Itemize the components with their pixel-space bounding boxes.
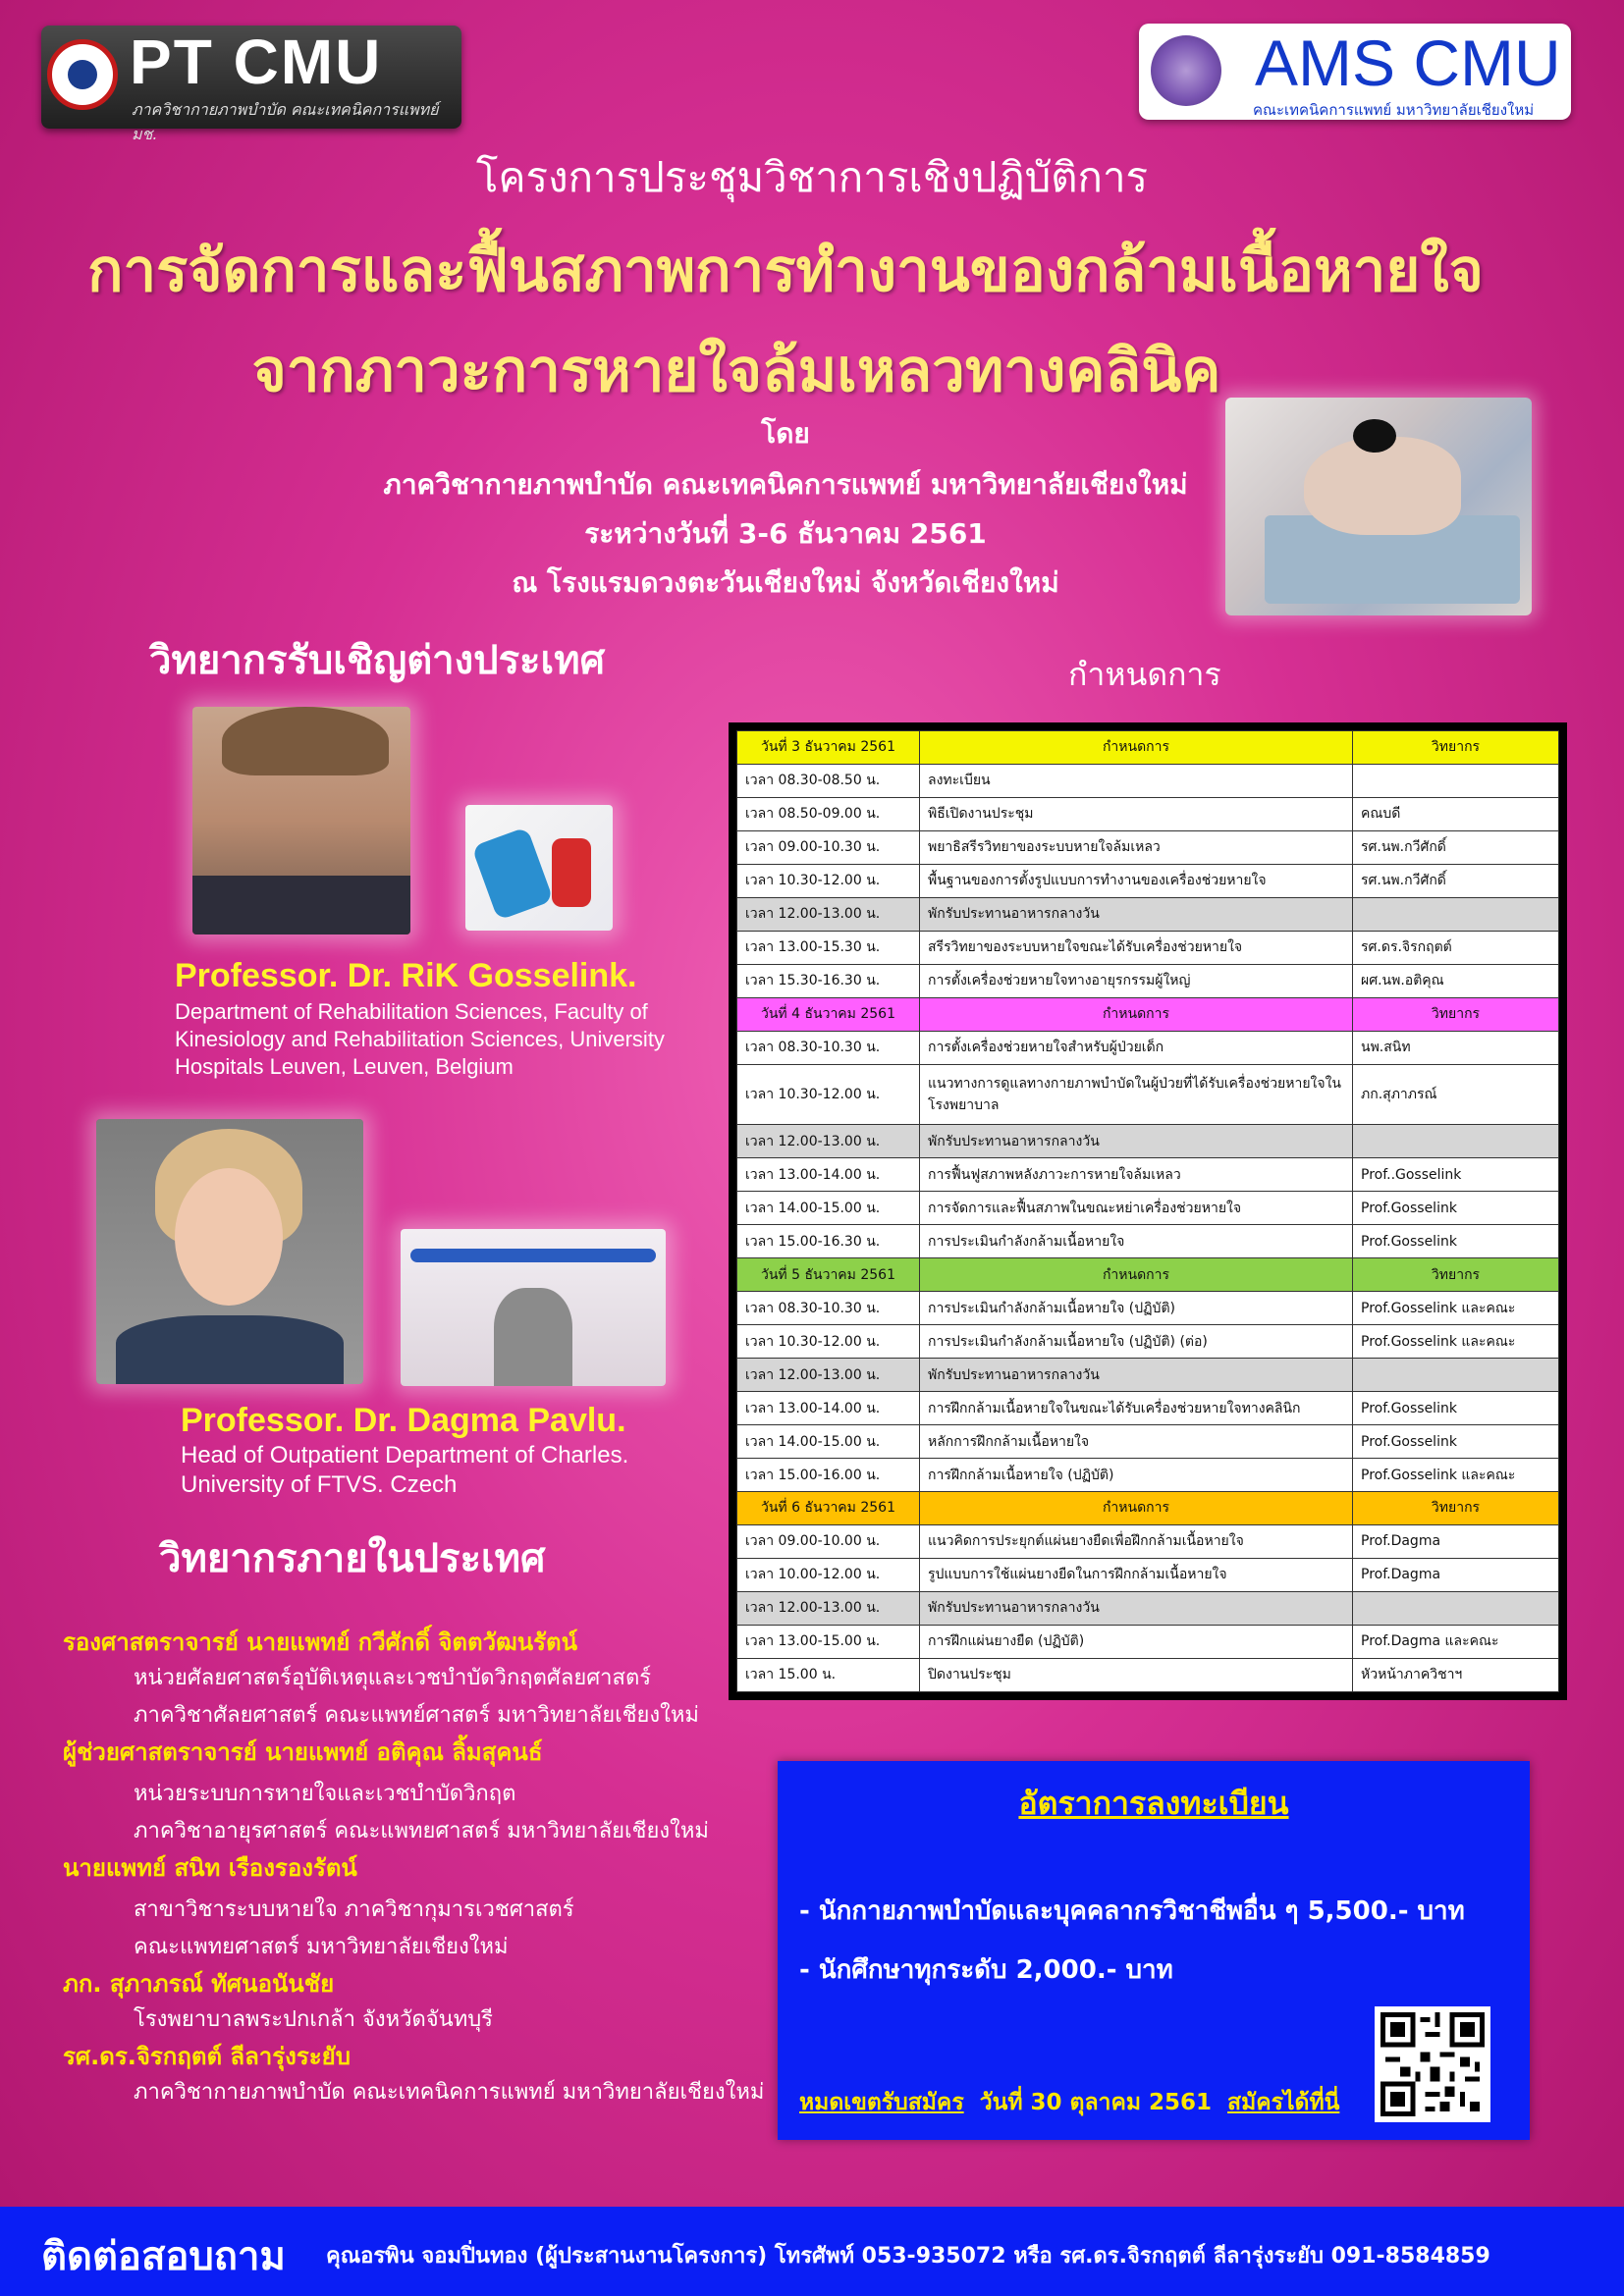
schedule-speaker: นพ.สนิท [1353,1031,1559,1064]
schedule-day-header [737,997,1559,1031]
schedule-col-speaker: วิทยากร [1353,1492,1559,1525]
pt-cmu-logo [41,26,461,143]
schedule-row [737,864,1559,897]
elastic-band-exercise-photo [401,1229,666,1386]
schedule-row [737,1524,1559,1558]
pavlu-photo [96,1119,363,1384]
schedule-time: เวลา 15.00-16.00 น. [737,1459,920,1492]
deadline-date: วันที่ 30 ตุลาคม 2561 [979,2090,1213,2115]
schedule-topic: ปิดงานประชุม [920,1658,1353,1691]
schedule-row [737,931,1559,964]
schedule-speaker: Prof.Gosselink [1353,1225,1559,1258]
schedule-topic: หลักการฝึกกล้ามเนื้อหายใจ [920,1425,1353,1459]
speaker-name-gosselink: Professor. Dr. RiK Gosselink. [175,957,637,994]
schedule-speaker [1353,764,1559,797]
schedule-row [737,1325,1559,1359]
local-speaker-affiliation: หน่วยศัลยศาสตร์อุบัติเหตุและเวชบำบัดวิกฤตศัลยศาสตร์ [134,1666,652,1690]
schedule-topic: พักรับประทานอาหารกลางวัน [920,1359,1353,1392]
deadline-label: หมดเขตรับสมัคร [799,2090,964,2115]
fee-professional: - นักกายภาพบำบัดและบุคคลากรวิชาชีพอื่น ๆ 5,500.- บาท [799,1896,1465,1926]
schedule-speaker: ภก.สุภาภรณ์ [1353,1064,1559,1125]
schedule-row [737,1292,1559,1325]
schedule-time: เวลา 12.00-13.00 น. [737,1125,920,1158]
schedule-time: เวลา 10.00-12.00 น. [737,1558,920,1591]
local-speaker-affiliation: ภาควิชาศัลยศาสตร์ คณะแพทย์ศาสตร์ มหาวิทยาลัยเชียงใหม่ [134,1703,699,1728]
schedule-topic: พื้นฐานของการตั้งรูปแบบการทำงานของเครื่องช่วยหายใจ [920,864,1353,897]
schedule-day-label: วันที่ 6 ธันวาคม 2561 [737,1492,920,1525]
schedule-row [737,1558,1559,1591]
local-speaker-affiliation: ภาควิชาอายุรศาสตร์ คณะแพทยศาสตร์ มหาวิทยาลัยเชียงใหม่ [134,1819,709,1843]
local-speaker-name: รศ.ดร.จิรกฤตต์ ลีลารุ่งระยับ [63,2043,351,2070]
local-speaker-name: นายแพทย์ สนิท เรืองรองรัตน์ [63,1854,357,1882]
local-speakers-list [63,1625,770,2111]
schedule-time: เวลา 08.30-08.50 น. [737,764,920,797]
schedule-col-speaker: วิทยากร [1353,1258,1559,1292]
schedule-table [736,730,1559,1692]
schedule-time: เวลา 08.30-10.30 น. [737,1292,920,1325]
schedule-topic: พักรับประทานอาหารกลางวัน [920,1591,1353,1625]
project-type: โครงการประชุมวิชาการเชิงปฏิบัติการ [475,153,1149,201]
schedule-speaker: Prof.Gosselink [1353,1392,1559,1425]
local-speaker-name: ผู้ช่วยศาสตราจารย์ นายแพทย์ อติคุณ ลิ้มสุคนธ์ [63,1738,543,1766]
schedule-topic: การฝึกแผ่นยางยืด (ปฏิบัติ) [920,1625,1353,1658]
schedule-col-agenda: กำหนดการ [920,731,1353,765]
schedule-speaker: หัวหน้าภาควิชาฯ [1353,1658,1559,1691]
schedule-row [737,1392,1559,1425]
schedule-topic: แนวทางการดูแลทางกายภาพบำบัดในผู้ป่วยที่ได้รับเครื่องช่วยหายใจใน โรงพยาบาล [920,1064,1353,1125]
schedule-time: เวลา 12.00-13.00 น. [737,897,920,931]
schedule-col-agenda: กำหนดการ [920,1258,1353,1292]
schedule-speaker [1353,1125,1559,1158]
schedule-time: เวลา 15.30-16.30 น. [737,964,920,997]
local-speaker-name: รองศาสตราจารย์ นายแพทย์ กวีศักดิ์ จิตตวัฒนรัตน์ [63,1629,578,1656]
main-title-line2: จากภาวะการหายใจล้มเหลวทางคลินิค [251,337,1221,405]
schedule-row [737,797,1559,830]
schedule-time: เวลา 13.00-14.00 น. [737,1158,920,1192]
schedule-time: เวลา 10.30-12.00 น. [737,1325,920,1359]
schedule-topic: การจัดการและฟื้นสภาพในขณะหย่าเครื่องช่วยหายใจ [920,1192,1353,1225]
schedule-topic: การฟื้นฟูสภาพหลังภาวะการหายใจล้มเหลว [920,1158,1353,1192]
schedule-topic: การตั้งเครื่องช่วยหายใจสำหรับผู้ป่วยเด็ก [920,1031,1353,1064]
schedule-day-label: วันที่ 3 ธันวาคม 2561 [737,731,920,765]
schedule-speaker: คณบดี [1353,797,1559,830]
schedule-row [737,1192,1559,1225]
schedule-time: เวลา 13.00-14.00 น. [737,1392,920,1425]
schedule-row [737,1658,1559,1691]
schedule-row [737,1031,1559,1064]
schedule-col-agenda: กำหนดการ [920,1492,1353,1525]
schedule-time: เวลา 10.30-12.00 น. [737,864,920,897]
speaker-name-pavlu: Professor. Dr. Dagma Pavlu. [181,1402,626,1439]
schedule-speaker: Prof.Gosselink และคณะ [1353,1459,1559,1492]
main-title-line1: การจัดการและฟื้นสภาพการทำงานของกล้ามเนื้อหายใจ [87,237,1484,305]
local-speaker-affiliation: โรงพยาบาลพระปกเกล้า จังหวัดจันทบุรี [134,2007,493,2032]
schedule-topic: การประเมินกำลังกล้ามเนื้อหายใจ (ปฏิบัติ) (ต่อ) [920,1325,1353,1359]
schedule-row [737,764,1559,797]
schedule-topic: ลงทะเบียน [920,764,1353,797]
local-speaker-name: ภก. สุภาภรณ์ ทัศนอนันชัย [63,1970,335,1998]
schedule-speaker: Prof.Gosselink [1353,1425,1559,1459]
schedule-topic: พักรับประทานอาหารกลางวัน [920,1125,1353,1158]
gosselink-photo [192,707,410,934]
schedule-speaker: Prof.Dagma และคณะ [1353,1625,1559,1658]
schedule-speaker: Prof.Gosselink และคณะ [1353,1325,1559,1359]
registration-title: อัตราการลงทะเบียน [1018,1785,1289,1822]
schedule-col-speaker: วิทยากร [1353,731,1559,765]
schedule-speaker [1353,1591,1559,1625]
schedule-time: เวลา 14.00-15.00 น. [737,1425,920,1459]
local-speaker-affiliation: คณะแพทยศาสตร์ มหาวิทยาลัยเชียงใหม่ [134,1935,509,1959]
schedule-topic: การประเมินกำลังกล้ามเนื้อหายใจ (ปฏิบัติ) [920,1292,1353,1325]
speaker-affiliation-gosselink: Department of Rehabilitation Sciences, Faculty of Kinesiology and Rehabilitation Sciences, University Hospitals Leuven, Leuven, Belgium [175,999,665,1079]
icu-patient-photo [1225,398,1532,615]
schedule-topic: การประเมินกำลังกล้ามเนื้อหายใจ [920,1225,1353,1258]
breathing-trainer-photo [465,805,613,931]
schedule-row [737,964,1559,997]
schedule-time: เวลา 14.00-15.00 น. [737,1192,920,1225]
schedule-row [737,1359,1559,1392]
schedule-speaker: Prof.Dagma [1353,1558,1559,1591]
ams-seal-icon [1151,35,1221,106]
schedule-topic: การตั้งเครื่องช่วยหายใจทางอายุรกรรมผู้ใหญ่ [920,964,1353,997]
schedule-speaker: Prof.Gosselink และคณะ [1353,1292,1559,1325]
schedule-topic: การฝึกกล้ามเนื้อหายใจในขณะได้รับเครื่องช่วยหายใจทางคลินิก [920,1392,1353,1425]
schedule-time: เวลา 12.00-13.00 น. [737,1359,920,1392]
schedule-topic: พักรับประทานอาหารกลางวัน [920,897,1353,931]
schedule-topic: การฝึกกล้ามเนื้อหายใจ (ปฏิบัติ) [920,1459,1353,1492]
schedule-row [737,1125,1559,1158]
fee-student: - นักศึกษาทุกระดับ 2,000.- บาท [799,1955,1173,1985]
schedule-day-header [737,1492,1559,1525]
ams-cmu-logo [1139,24,1571,120]
schedule-day-header [737,1258,1559,1292]
qr-code-icon[interactable] [1375,2006,1490,2122]
local-speaker-affiliation: สาขาวิชาระบบหายใจ ภาควิชากุมารเวชศาสตร์ [134,1897,574,1922]
schedule-speaker: ผศ.นพ.อติคุณ [1353,964,1559,997]
local-speaker-affiliation: ภาควิชากายภาพบำบัด คณะเทคนิคการแพทย์ มหาวิทยาลัยเชียงใหม่ [134,2080,765,2105]
registration-deadline [799,2085,1339,2120]
schedule-row [737,897,1559,931]
event-venue: ณ โรงแรมดวงตะวันเชียงใหม่ จังหวัดเชียงใหม่ [512,566,1059,599]
foreign-speakers-heading: วิทยากรรับเชิญต่างประเทศ [149,638,605,683]
contact-footer [0,2207,1624,2296]
schedule-col-speaker: วิทยากร [1353,997,1559,1031]
schedule-row [737,1625,1559,1658]
pt-seal-icon [47,39,118,110]
schedule-speaker [1353,1359,1559,1392]
schedule-row [737,1591,1559,1625]
schedule-topic: สรีรวิทยาของระบบหายใจขณะได้รับเครื่องช่วยหายใจ [920,931,1353,964]
speaker-affiliation-pavlu: Head of Outpatient Department of Charles. University of FTVS. Czech [181,1442,629,1498]
apply-here-link[interactable]: สมัครได้ที่นี่ [1227,2090,1340,2115]
schedule-row [737,1064,1559,1125]
schedule-table-frame [729,722,1567,1700]
by-label: โดย [761,417,810,450]
schedule-time: เวลา 10.30-12.00 น. [737,1064,920,1125]
contact-label: ติดต่อสอบถาม [41,2234,286,2279]
schedule-speaker: รศ.นพ.กวีศักดิ์ [1353,864,1559,897]
schedule-time: เวลา 09.00-10.00 น. [737,1524,920,1558]
event-dates: ระหว่างวันที่ 3-6 ธันวาคม 2561 [584,517,987,550]
schedule-time: เวลา 12.00-13.00 น. [737,1591,920,1625]
schedule-row [737,1158,1559,1192]
schedule-day-label: วันที่ 5 ธันวาคม 2561 [737,1258,920,1292]
schedule-speaker: Prof.Gosselink [1353,1192,1559,1225]
schedule-speaker: Prof.Dagma [1353,1524,1559,1558]
schedule-topic: พิธีเปิดงานประชุม [920,797,1353,830]
schedule-time: เวลา 08.30-10.30 น. [737,1031,920,1064]
schedule-time: เวลา 15.00-16.30 น. [737,1225,920,1258]
schedule-row [737,830,1559,864]
organizer: ภาควิชากายภาพบำบัด คณะเทคนิคการแพทย์ มหาวิทยาลัยเชียงใหม่ [383,468,1188,501]
pt-logo-subtitle: ภาควิชากายภาพบำบัด คณะเทคนิคการแพทย์ มช. [132,100,439,143]
schedule-time: เวลา 13.00-15.30 น. [737,931,920,964]
schedule-heading: กำหนดการ [1068,656,1221,693]
schedule-speaker [1353,897,1559,931]
schedule-speaker: รศ.นพ.กวีศักดิ์ [1353,830,1559,864]
ams-logo-subtitle: คณะเทคนิคการแพทย์ มหาวิทยาลัยเชียงใหม่ [1253,101,1535,119]
schedule-time: เวลา 08.50-09.00 น. [737,797,920,830]
schedule-time: เวลา 09.00-10.30 น. [737,830,920,864]
schedule-row [737,1425,1559,1459]
contact-details: คุณอรพิน จอมปิ่นทอง (ผู้ประสานงานโครงการ) โทรศัพท์ 053-935072 หรือ รศ.ดร.จิรกฤตต์ ลีลารุ่งระยับ 091-8584859 [326,2244,1490,2269]
schedule-day-header [737,731,1559,765]
local-speaker-affiliation: หน่วยระบบการหายใจและเวชบำบัดวิกฤต [134,1782,516,1806]
schedule-col-agenda: กำหนดการ [920,997,1353,1031]
schedule-speaker: Prof..Gosselink [1353,1158,1559,1192]
registration-box [778,1761,1530,2140]
local-speakers-heading: วิทยากรภายในประเทศ [159,1536,546,1581]
schedule-topic: พยาธิสรีรวิทยาของระบบหายใจล้มเหลว [920,830,1353,864]
schedule-row [737,1459,1559,1492]
schedule-topic: แนวคิดการประยุกต์แผ่นยางยืดเพื่อฝึกกล้ามเนื้อหายใจ [920,1524,1353,1558]
pt-logo-name: PT CMU [130,27,383,97]
schedule-speaker: รศ.ดร.จิรกฤตต์ [1353,931,1559,964]
ams-logo-name: AMS CMU [1255,27,1561,99]
schedule-topic: รูปแบบการใช้แผ่นยางยืดในการฝึกกล้ามเนื้อหายใจ [920,1558,1353,1591]
schedule-time: เวลา 13.00-15.00 น. [737,1625,920,1658]
schedule-day-label: วันที่ 4 ธันวาคม 2561 [737,997,920,1031]
schedule-time: เวลา 15.00 น. [737,1658,920,1691]
schedule-row [737,1225,1559,1258]
